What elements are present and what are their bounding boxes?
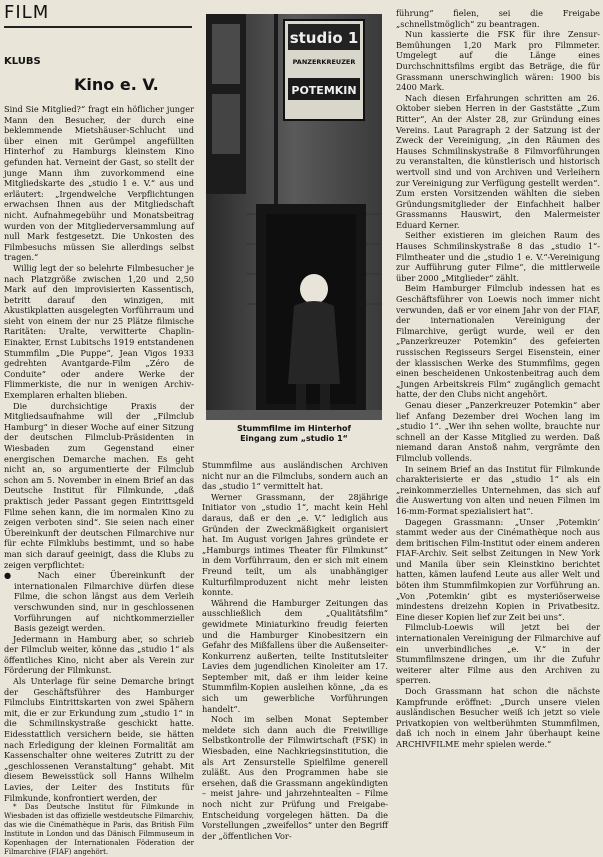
caption-line: Stummfilme im Hinterhof <box>236 424 352 433</box>
caption-line: Eingang zum „studio 1“ <box>240 434 348 443</box>
article-column-2 <box>202 460 388 841</box>
section-title: FILM <box>4 2 50 23</box>
sign-studio-text: studio 1 <box>289 29 359 47</box>
paragraph: Während die Hamburger Zeitungen das ausschließlich dem „Qualitätsfilm“ gewidmete Miniaturkino freudig feierten und die Hamburger Kinobesitzern ein Gefahr des Mißfallens über die Außenseiter-Konkurrenz außerten, teilte Institutsleiter Lavies dem jugendlichen Kinoleiter am 17. September mit, daß er ihm leider keine Stummfilm-Kopien ausleihen könne, „da es sich um gewerbliche Vorführungen handelt“. <box>202 597 388 714</box>
photo-caption <box>204 424 384 444</box>
paragraph: Seither existieren im gleichen Raum des Hauses Schmilinskystraße 8 das „studio 1“-Filmtheater und die „studio 1 e. V.“-Vereinigung zur Aufführung guter Filme“, die mittlerweile über 2000 „Mitglieder“ zählt. <box>396 230 600 283</box>
article-column-3 <box>396 8 600 749</box>
paragraph: Nach diesen Erfahrungen schritten am 26. Oktober sieben Herren in der Gaststätte „Zum Ritter“, An der Alster 28, zur Gründung eines Vereins. Laut Paragraph 2 der Satzung ist der Zweck der Vereinigung, „in den Räumen des Hauses Schmilinskystraße 8 Filmvorführungen zu veranstalten, die künstlerisch und historisch wertvoll sind und von Archiven und Verleihern zur Vereinigung zur Verfügung gestellt werden“. Zum ersten Vorsitzenden wählten die sieben Gründungsmitglieder der Einfachheit halber Grassmanns Hauswirt, den Malermeister Eduard Kerner. <box>396 92 600 230</box>
paragraph: Doch Grassmann hat schon die nächste Kampfrunde eröffnet: „Durch unsere vielen ausländischen Besucher weiß ich jetzt so viele Privatkopien von weltberühmten Stummfilmen, daß ich noch in einem Jahr überhaupt keine ARCHIVFILME mehr spielen werde.“ <box>396 686 600 749</box>
paragraph: Nun kassierte die FSK für ihre Zensur-Bemühungen 1,20 Mark pro Filmmeter. Umgelegt auf die Länge eines Durchschnittsfilms ergibt das Beträge, die für Grassmann unerschwinglich wären: 1900 bis 2400 Mark. <box>396 29 600 93</box>
paragraph: Filmclub-Loewis will jetzt bei der internationalen Vereinigung der Filmarchive auf ein unverbindliches „e. V.“ in der Stummfilmszene dringen, um ihr die Zufuhr weiterer alter Filme aus den Archiven zu sperren. <box>396 622 600 686</box>
paragraph: Als Unterlage für seine Demarche bringt der Geschäftsführer des Hamburger Filmclubs Eintrittskarten von zwei Spähern mit, die er zur Erkundung zum „studio 1“ in die Schmilinskystraße geschickt hatte. Eidesstattlich versichern beide, sie hätten nach Erledigung der kleinen Formalität am Kassenschalter ohne weiteres Zutritt zu der „geschlossenen Veranstaltung“ gehabt. Mit diesem Beweisstück soll Hanns Wilhelm Lavies, der Leiter des Instituts für Filmkunde, konfrontiert werden, der <box>4 676 194 803</box>
sign-panzer-text: PANZERKREUZER <box>292 58 356 66</box>
paragraph: Werner Grassmann, der 28jährige Initiator von „studio 1“, macht kein Hehl daraus, daß er den „e. V.“ lediglich aus Gründen der Zweckmäßigkeit organisiert hat. Im August vorigen Jahres gründete er „Hamburgs intimes Theater für Filmkunst“ in dem Vorführraum, den er sich mit einem Freund teilt, um als unabhängiger Kulturfilmproduzent nicht mehr leisten konnte. <box>202 491 388 598</box>
section-rule <box>4 26 192 28</box>
sign-potemkin-text: POTEMKIN <box>291 84 357 97</box>
subsection-label: KLUBS <box>4 56 41 67</box>
paragraph: Willig legt der so belehrte Filmbesucher je nach Platzgröße zwischen 1,20 und 2,50 Mark auf den improvisierten Kassentisch, betritt darauf den winzigen, mit Akustikplatten ausgelegten Vorführraum und sieht von einem der nur 25 Plätze filmische Raritäten: Uralte, verwitterte Chaplin-Einakter, Ernst Lubitschs 1919 entstandenen Stummfilm „Die Puppe“, Jean Vigos 1933 gedrehten Avantgarde-Film „Zéro de Conduite“ oder andere Werke der Flimmerkiste, die nur in wenigen Archiv-Exemplaren erhalten blieben. <box>4 262 194 401</box>
cinema-entrance-photo <box>206 14 382 420</box>
paragraph: Sind Sie Mitglied?“ fragt ein höflicher junger Mann den Besucher, der durch eine beklemmende Mietshäuser-Schlucht und über einen mit Gerümpel angefüllten Hinterhof zu Hamburgs kleinstem Kino gefunden hat. Verneint der Gast, so stellt der junge Mann ihm zuvorkommend eine Mitgliedskarte des „studio 1 e. V.“ aus und erläutert: „Irgendwelche Verpflichtungen erwachsen Ihnen aus der Mitgliedschaft nicht. Aufnahmegebühr und Monatsbeitrag wurden von der Mitgliederversammlung auf null Mark festgesetzt. Die Unkosten des Filmbesuchs müssen Sie allerdings selbst tragen.“ <box>4 104 194 263</box>
paragraph: Jedermann in Hamburg aber, so schrieb der Filmclub weiter, könne das „studio 1“ als öffentliches Kino, nicht aber als Verein zur Förderung der Filmkunst. <box>4 633 194 676</box>
bullet-paragraph: ● Nach einer Übereinkunft der internationalen Filmarchive dürfen diese Filme, die schon längst aus dem Verleih verschwunden sind, nur in geschlossenen Vorführungen auf nichtkommerzieller Basis gezeigt werden. <box>4 570 194 634</box>
paragraph: In seinem Brief an das Institut für Filmkunde charakterisierte er das „studio 1“ als ein „reinkommerzielles Unternehmen, das sich auf die Auswertung von alten und neuen Filmen im 16-mm-Format spezialisiert hat“. <box>396 463 600 516</box>
paragraph: Beim Hamburger Filmclub indessen hat es Geschäftsführer von Loewis noch immer nicht verwunden, daß er vor einem Jahr von der FIAF, der internationalen Vereinigung der Filmarchive, gerügt wurde, weil er den „Panzerkreuzer Potemkin“ des gefeierten russischen Regisseurs Sergei Eisenstein, einer der klassischen Werke des Stummfilms, gegen einen bescheidenen Unkostenbeitrag auch dem „Jungen Arbeitskreis Film“ zugänglich gemacht hatte, der den Clubs nicht angehört. <box>396 283 600 400</box>
paragraph: Die durchsichtige Praxis der Mitgliedsaufnahme will der „Filmclub Hamburg“ in dieser Woche auf einer Sitzung der deutschen Filmclub-Präsidenten in Wiesbaden zum Gegenstand einer energischen Demarche machen. Es geht nicht an, so argumentierte der Filmclub schon am 5. November in einem Brief an das Deutsche Institut für Filmkunde, „daß praktisch jeder Passant gegen Eintrittsgeld Filme sehen kann, die im normalen Kino zu zeigen verboten sind“. Sie seien nach einer Übereinkunft der deutschen Filmarchive nur für echte Filmklubs bestimmt, und so habe man sich darauf geeinigt, dass die Klubs zu zeigen verpflichtet: <box>4 400 194 570</box>
paragraph: Noch im selben Monat September meldete sich dann auch die Freiwillige Selbstkontrolle der Filmwirtschaft (FSK) in Wiesbaden, eine Nachkriegsinstitution, die als Art Zensurstelle Spielfilme generell zuläßt. Aus den Programmen habe sie ersehen, daß die Grassmann angekündigten – meist jahre- und jahrzehntealten – Filme noch nicht zur Prüfung und Freigabe-Entscheidung vorgelegen hätten. Da die Vorstellungen „zweifellos“ unter den Begriff der „öffentlichen Vor- <box>202 714 388 841</box>
footnote: * Das Deutsche Institut für Filmkunde in Wiesbaden ist das offizielle westdeutsche Filmarchiv, das wie die Cinémathèque in Paris, das British Film Institute in London und das Dänisch Filmmuseum in Kopenhagen der Internationalen Föderation der Filmarchive (FIAF) angehört. <box>4 803 194 857</box>
article-column-1 <box>4 104 194 857</box>
paragraph: Genau dieser „Panzerkreuzer Potemkin“ aber lief Anfang Dezember drei Wochen lang im „studio 1“. „Wer ihn sehen wollte, brauchte nur schnell an der Kasse Mitglied zu werden. Daß niemand daran Anstoß nahm, vergrämte den Filmclub vollends. <box>396 399 600 463</box>
paragraph: führung“ fielen, sei die Freigabe „schnellstmöglich“ zu beantragen. <box>396 8 600 29</box>
paragraph: Dagegen Grassmann: „Unser ‚Potemkin‘ stammt weder aus der Cinémathèque noch aus dem britischen Film-Institut oder einem anderen FIAF-Archiv. Seit selbst Zeitungen in New York und Manila über sein Kleinstkino berichtet hatten, kämen laufend Leute aus aller Welt und böten ihm Stummfilmkopien zur Vorführung an. „Von ‚Potemkin‘ gibt es mysteriöserweise mindestens dreizehn Kopien in Privatbesitz. Eine dieser Kopien lief zur Zeit bei uns“. <box>396 516 600 622</box>
paragraph: Stummfilme aus ausländischen Archiven nicht nur an die Filmclubs, sondern auch an das „studio 1“ vermittelt hat. <box>202 460 388 492</box>
article-headline: Kino e. V. <box>74 75 159 94</box>
